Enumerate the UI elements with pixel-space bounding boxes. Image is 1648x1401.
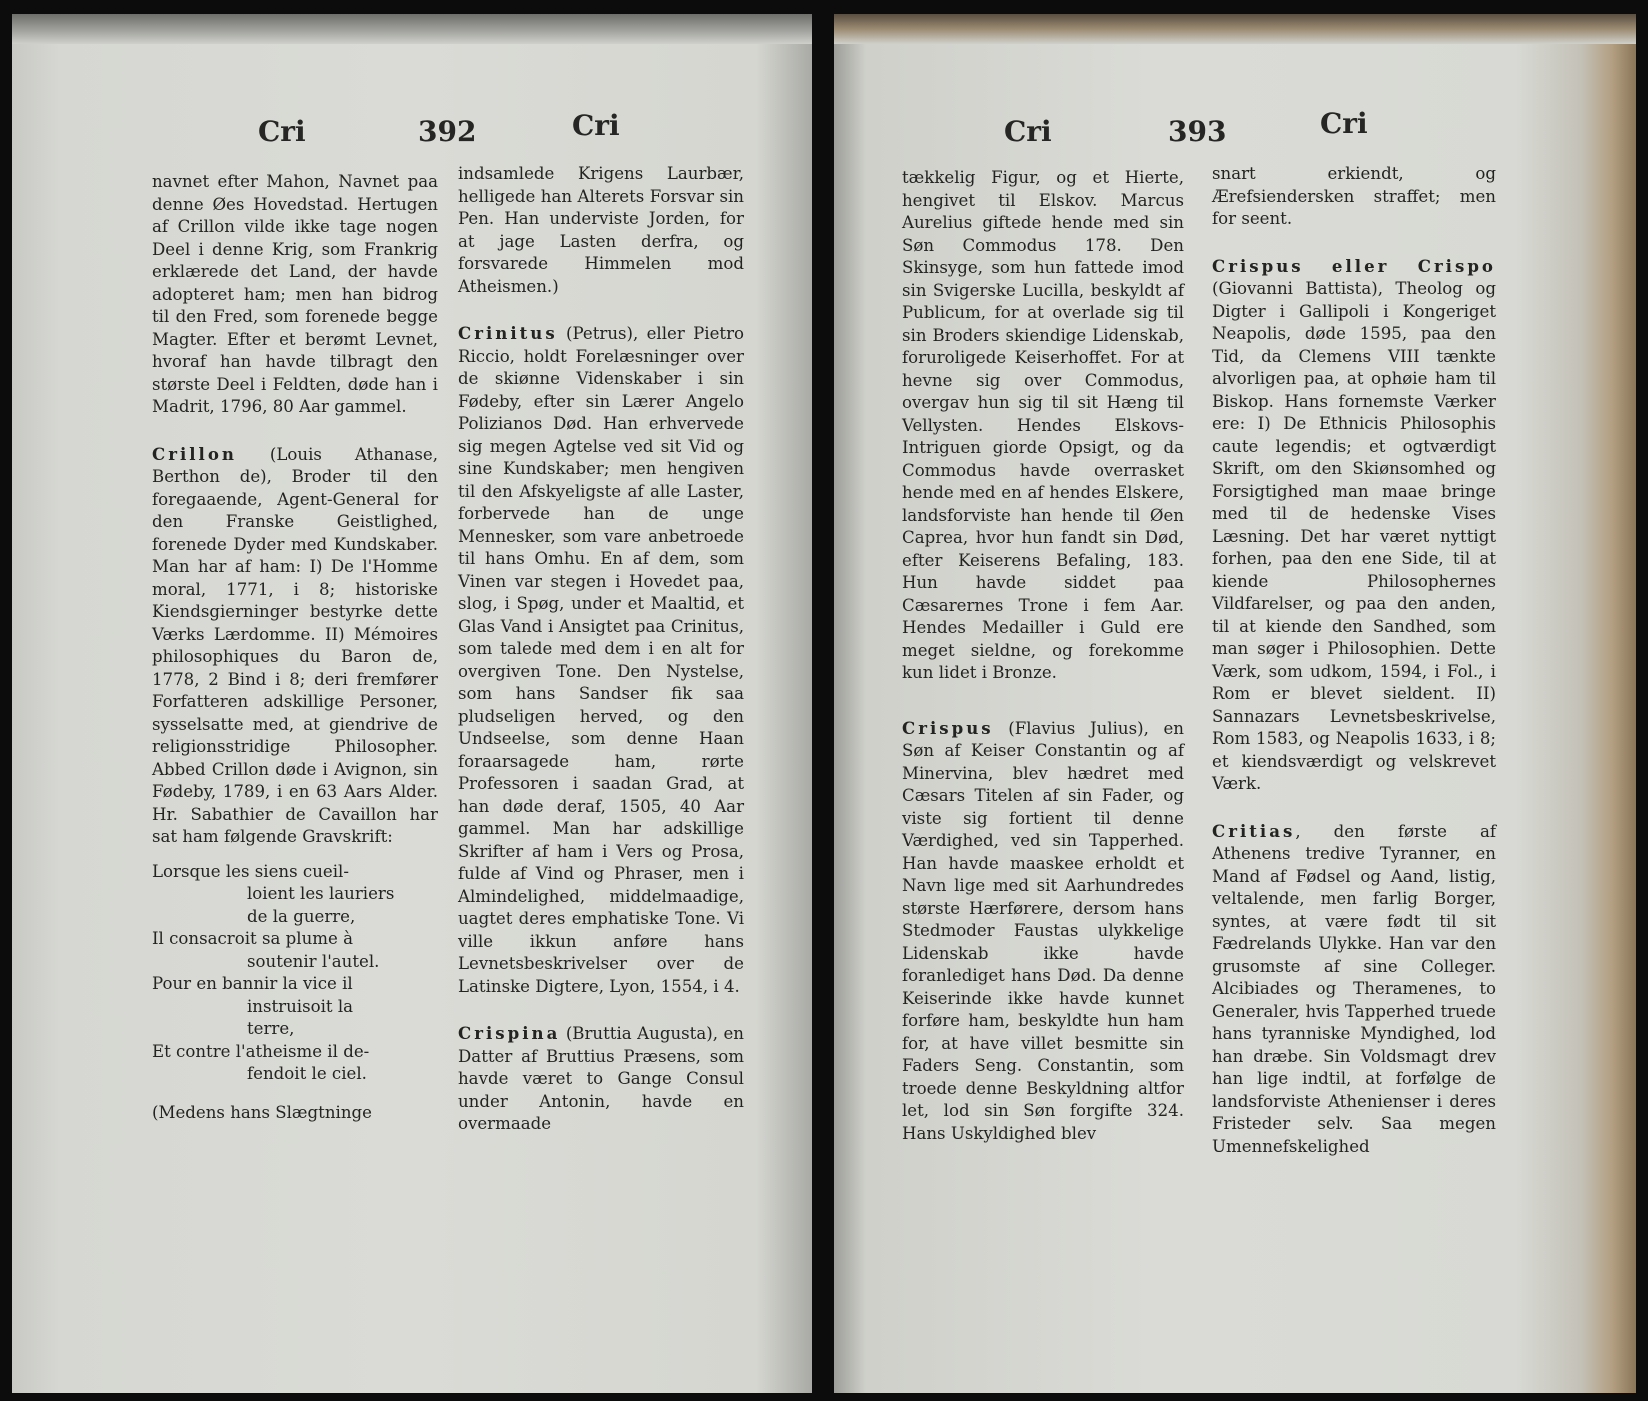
verse-line: Et contre l'atheisme il de- [152,1041,370,1061]
left-column-2 [458,163,744,1136]
verse-line: Pour en bannir la vice il [152,974,353,993]
entry-headword: Crispus [902,717,994,738]
running-head-right: Cri [1320,107,1368,140]
entry-crillon [152,443,438,849]
paragraph: navnet efter Mahon, Navnet paa denne Øes Hovedstad. Hertugen af Crillon vilde ikke tage nogen Deel i denne Krig, som Frankrig erklærede det Land, der havde adopteret ham; men han bidrog til den Fred, som forenede begge Magter. Efter et berømt Levnet, hvoraf han havde tilbragt den største Deel i Feldten, døde han i Madrit, 1796, 80 Aar gammel. [152,172,438,416]
verse-line: Il consacroit sa plume à [152,929,354,948]
verse-line: Lorsque les siens cueil- [152,861,349,881]
left-page [12,14,812,1393]
entry-body: (Petrus), eller Pietro Riccio, holdt Forelæsninger over de skiønne Videnskaber i sin Fødeby, efter sin Lærer Angelo Polizianos Død. Han erhvervede sig megen Agtelse ved sit Vid og sine Kundskaber; men hengiven til den Afskyeligste af alle Laster, forbervede han de unge Mennesker, som vare anbetroede til hans Omhu. En af dem, som Vinen var stegen i Hovedet paa, slog, i Spøg, under et Maaltid, et Glas Vand i Ansigtet paa Crinitus, som talede med dem i en alt for overgiven Tone. Den Nystelse, som hans Sandser fik saa pludseligen herved, og den Undseelse, som denne Haan foraarsagede ham, rørte Professoren i saadan Grad, at han døde deraf, 1505, 40 Aar gammel. Man har adskillige Skrifter af ham i Vers og Prosa, fulde af Vind og Phraser, men i Almindelighed, middelmaadige, uagtet deres emphatiske Tone. Vi ville ikkun anføre hans Levnetsbeskrivelser over de Latinske Digtere, Lyon, 1554, i 4. [458,324,744,996]
page-top-edge [834,14,1636,44]
entry-headword: Critias [1212,820,1296,841]
page-number: 392 [418,115,477,148]
entry-body: (Louis Athanase, Berthon de), Broder til den foregaaende, Agent-General for den Franske Geistlighed, forenede Dyder med Kundskaber. Man har af ham: I) De l'Homme moral, 1771, i 8; historiske Kiendsgierninger bestyrke dette Værks Lærdomme. II) Mémoires philosophiques du Baron de, 1778, 2 Bind i 8; deri fremfører Forfatteren adskillige Personer, sysselsatte med, at giendrive de religionsstridige Philosopher. Abbed Crillon døde i Avignon, sin Fødeby, 1789, i en 63 Aars Alder. Hr. Sabathier de Cavaillon har sat ham følgende Gravskrift: [152,444,438,846]
entry-crinitus [458,322,744,998]
entry-crispus [902,717,1184,1146]
entry-headword: Crispina [458,1023,561,1043]
verse-line: de la guerre, [247,906,356,926]
entry-headword: Crillon [152,443,237,464]
right-column-2 [1212,163,1496,1158]
entry-body: (Flavius Julius), en Søn af Keiser Constantin og af Minervina, blev hædret med Cæsars Titelen af sin Fader, og viste sig fortient til denne Værdighed, ved sin Tapperhed. Han havde maaskee erholdt et Navn lige med sit Aarhundredes største Hærførere, dersom hans Stedmoder Faustas ulykkelige Lidenskab ikke havde foranlediget hans Død. Da denne Keiserinde ikke havde kunnet forføre ham, beskyldte hun ham for, at have villet besmitte sin Faders Seng. Constantin, som troede denne Beskyldning altfor let, lod sin Søn forgifte 324. Hans Uskyldighed blev [902,718,1184,1143]
paragraph: indsamlede Krigens Laurbær, helligede han Alterets Forsvar sin Pen. Han underviste Jorden, for at jage Lasten derfra, og forsvarede Himmelen mod Atheismen.) [458,164,744,296]
entry-body: (Bruttia Augusta), en Datter af Bruttius Præsens, som havde været to Gange Consul under Antonin, havde en overmaade [458,1024,744,1133]
paragraph: (Medens hans Slægtninge [152,1102,372,1122]
entry-crispus-crispo [1212,255,1496,796]
right-column-1 [902,167,1184,1145]
entry-headword: Crinitus [458,323,558,343]
right-page [834,14,1636,1393]
verse-line: instruisoit la [247,996,354,1016]
verse-line: terre, [247,1019,295,1038]
paragraph: snart erkiendt, og Ærefsiendersken straffet; men for seent. [1212,164,1496,228]
verse-line: fendoit le ciel. [247,1064,367,1083]
paragraph: tækkelig Figur, og et Hierte, hengivet til Elskov. Marcus Aurelius giftede hende med sin Søn Commodus 178. Den Skinsyge, som hun fattede imod sin Svigerske Lucilla, beskyldt af Publicum, for at overlade sig til sin Broders skiendige Lidenskab, foruroligede Keiserhoffet. For at hevne sig over Commodus, overgav hun sig til sit Hæng til Vellysten. Hendes Elskovs-Intriguen giorde Opsigt, og da Commodus havde overrasket hende med en af hendes Elskere, landsforviste han hende til Øen Caprea, hvor hun fandt sin Død, efter Keiserens Befaling, 183. Hun havde siddet paa Cæsarernes Trone i fem Aar. Hendes Medailler i Guld ere meget sieldne, og forekomme kun lidet i Bronze. [902,168,1184,682]
running-head-right: Cri [572,109,620,142]
verse-line: soutenir l'autel. [247,951,380,971]
entry-body: , den første af Athenens tredive Tyranner, en Mand af Fødsel og Aand, listig, veltalende, men farlig Borger, syntes, at være født til sit Fædrelands Ulykke. Han var den grusomste af sine Colleger. Alcibiades og Theramenes, to Generaler, hvis Tapperhed truede hans tyranniske Myndighed, lod han dræbe. Sin Voldsmagt drev han lige indtil, at forfølge de landsforviste Athenienser i deres Fristeder selv. Saa megen Umennefskelighed [1212,821,1496,1156]
left-column-1 [152,171,438,1124]
epitaph-verse [152,861,438,1086]
entry-crispina [458,1022,744,1136]
page-top-edge [12,14,812,44]
running-head-left: Cri [258,115,306,148]
entry-headword: Crispus eller Crispo [1212,255,1496,276]
running-head-left: Cri [1004,115,1052,148]
entry-critias [1212,820,1496,1159]
page-number: 393 [1168,115,1227,148]
verse-line: loient les lauriers [247,884,395,903]
entry-body: (Giovanni Battista), Theolog og Digter i Gallipoli i Kongeriget Neapolis, døde 1595, paa den Tid, da Clemens VIII tænkte alvorligen paa, at ophøie ham til Biskop. Hans fornemste Værker ere: I) De Ethnicis Philosophis caute legendis; et ogtværdigt Skrift, om den Skiønsomhed og Forsigtighed man maae bringe med til de hedenske Vises Læsning. Det har været nyttigt forhen, paa den ene Side, til at kiende Philosophernes Vildfarelser, og paa den anden, til at kiende den Sandhed, som man søger i Philosophien. Dette Værk, som udkom, 1594, i Fol., i Rom er blevet sieldent. II) Sannazars Levnetsbeskrivelse, Rom 1583, og Neapolis 1633, i 8; et kiendsværdigt og velskrevet Værk. [1212,279,1496,793]
